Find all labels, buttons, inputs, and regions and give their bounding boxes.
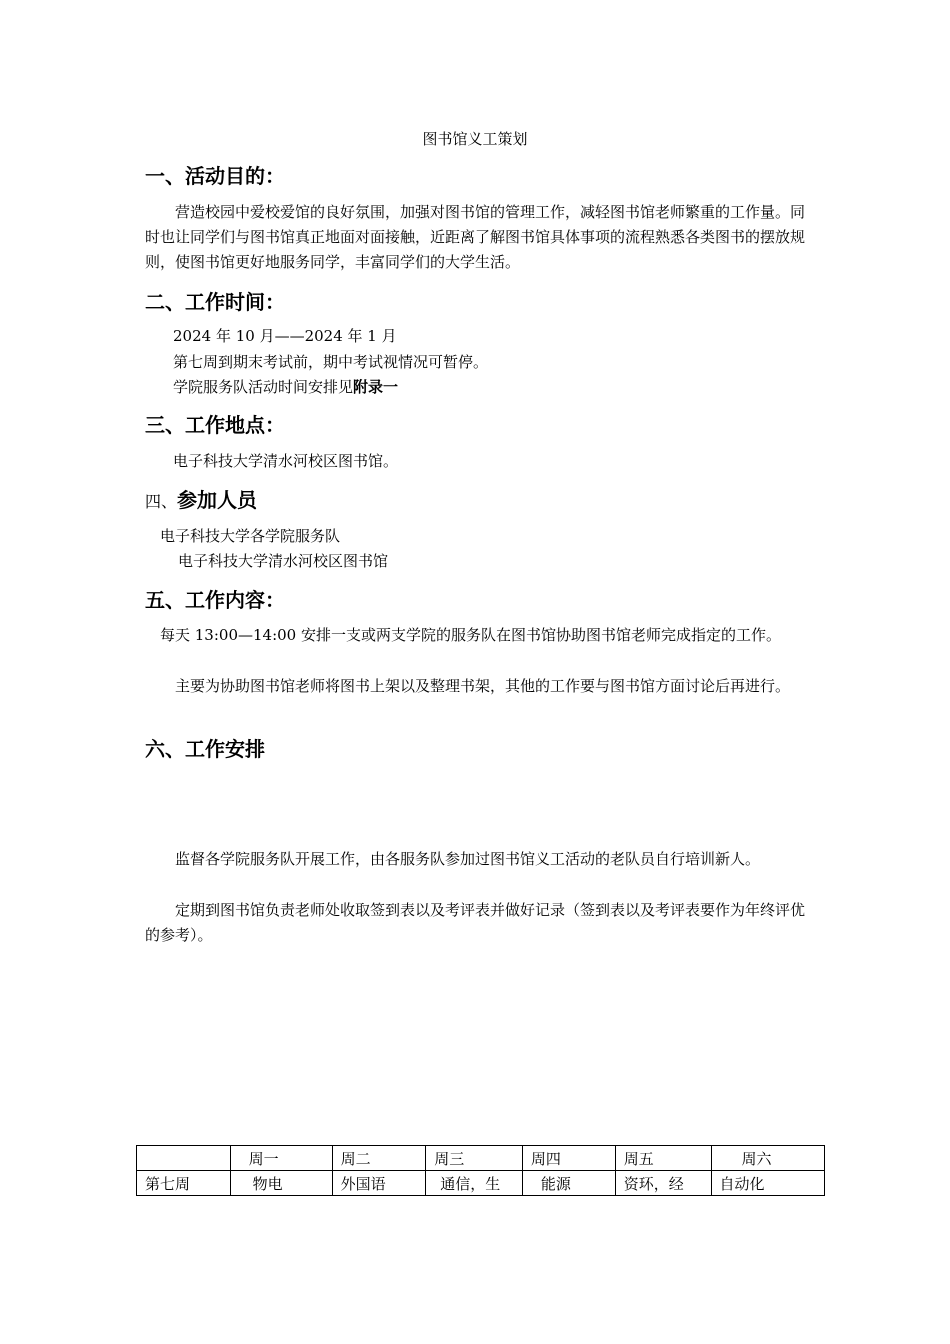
content-para-2: 主要为协助图书馆老师将图书上架以及整理书架，其他的工作要与图书馆方面讨论后再进行。 xyxy=(175,677,791,695)
table-row xyxy=(137,1171,825,1196)
table-cell: 外国语 xyxy=(332,1171,426,1196)
table-cell: 周五 xyxy=(615,1146,711,1171)
table-cell: 自动化 xyxy=(711,1171,824,1196)
section-heading-arrangement: 六、工作安排 xyxy=(145,737,265,761)
table-cell: 周三 xyxy=(426,1146,523,1171)
section-heading-participants xyxy=(145,488,257,514)
time-range: 2024 年 10 月——2024 年 1 月 xyxy=(173,327,397,345)
section-heading-purpose: 一、活动目的： xyxy=(145,164,285,188)
arrangement-para-2: 定期到图书馆负责老师处收取签到表以及考评表并做好记录（签到表以及考评表要作为年终评优的参考）。 xyxy=(145,901,806,944)
heading-main: 参加人员 xyxy=(177,488,258,512)
document-title: 图书馆义工策划 xyxy=(422,130,528,148)
table-cell: 资环，经 xyxy=(615,1171,711,1196)
table-cell: 周二 xyxy=(332,1146,426,1171)
table-cell: 通信，生 xyxy=(426,1171,523,1196)
arrangement-para-1: 监督各学院服务队开展工作，由各服务队参加过图书馆义工活动的老队员自行培训新人。 xyxy=(175,850,761,868)
section-heading-location: 三、工作地点： xyxy=(145,413,285,437)
participant-1: 电子科技大学各学院服务队 xyxy=(160,527,341,545)
time-note: 第七周到期末考试前，期中考试视情况可暂停。 xyxy=(173,353,489,371)
table-cell xyxy=(137,1146,231,1171)
table-cell: 周一 xyxy=(230,1146,332,1171)
time-appendix-ref xyxy=(173,377,398,397)
appendix-ref-text: 学院服务队活动时间安排见 xyxy=(173,378,354,396)
location-text: 电子科技大学清水河校区图书馆。 xyxy=(173,452,399,470)
table-cell: 能源 xyxy=(522,1171,615,1196)
section-heading-content: 五、工作内容： xyxy=(145,588,285,612)
heading-prefix: 四、 xyxy=(145,492,178,511)
participant-2: 电子科技大学清水河校区图书馆 xyxy=(178,552,389,570)
schedule-table xyxy=(136,1145,825,1196)
section-heading-time: 二、工作时间： xyxy=(145,290,285,314)
content-para-1: 每天 13:00—14:00 安排一支或两支学院的服务队在图书馆协助图书馆老师完成指定的工作。 xyxy=(160,626,781,644)
table-cell: 周六 xyxy=(711,1146,824,1171)
table-cell: 第七周 xyxy=(137,1171,231,1196)
appendix-link: 附录一 xyxy=(353,378,399,396)
table-cell: 物电 xyxy=(230,1171,332,1196)
section-body-purpose: 营造校园中爱校爱馆的良好氛围，加强对图书馆的管理工作，减轻图书馆老师繁重的工作量。同时也让同学们与图书馆真正地面对面接触，近距离了解图书馆具体事项的流程熟悉各类图书的摆放规则，使图书馆更好地服务同学，丰富同学们的大学生活。 xyxy=(145,203,806,271)
table-cell: 周四 xyxy=(522,1146,615,1171)
table-header-row xyxy=(137,1146,825,1171)
